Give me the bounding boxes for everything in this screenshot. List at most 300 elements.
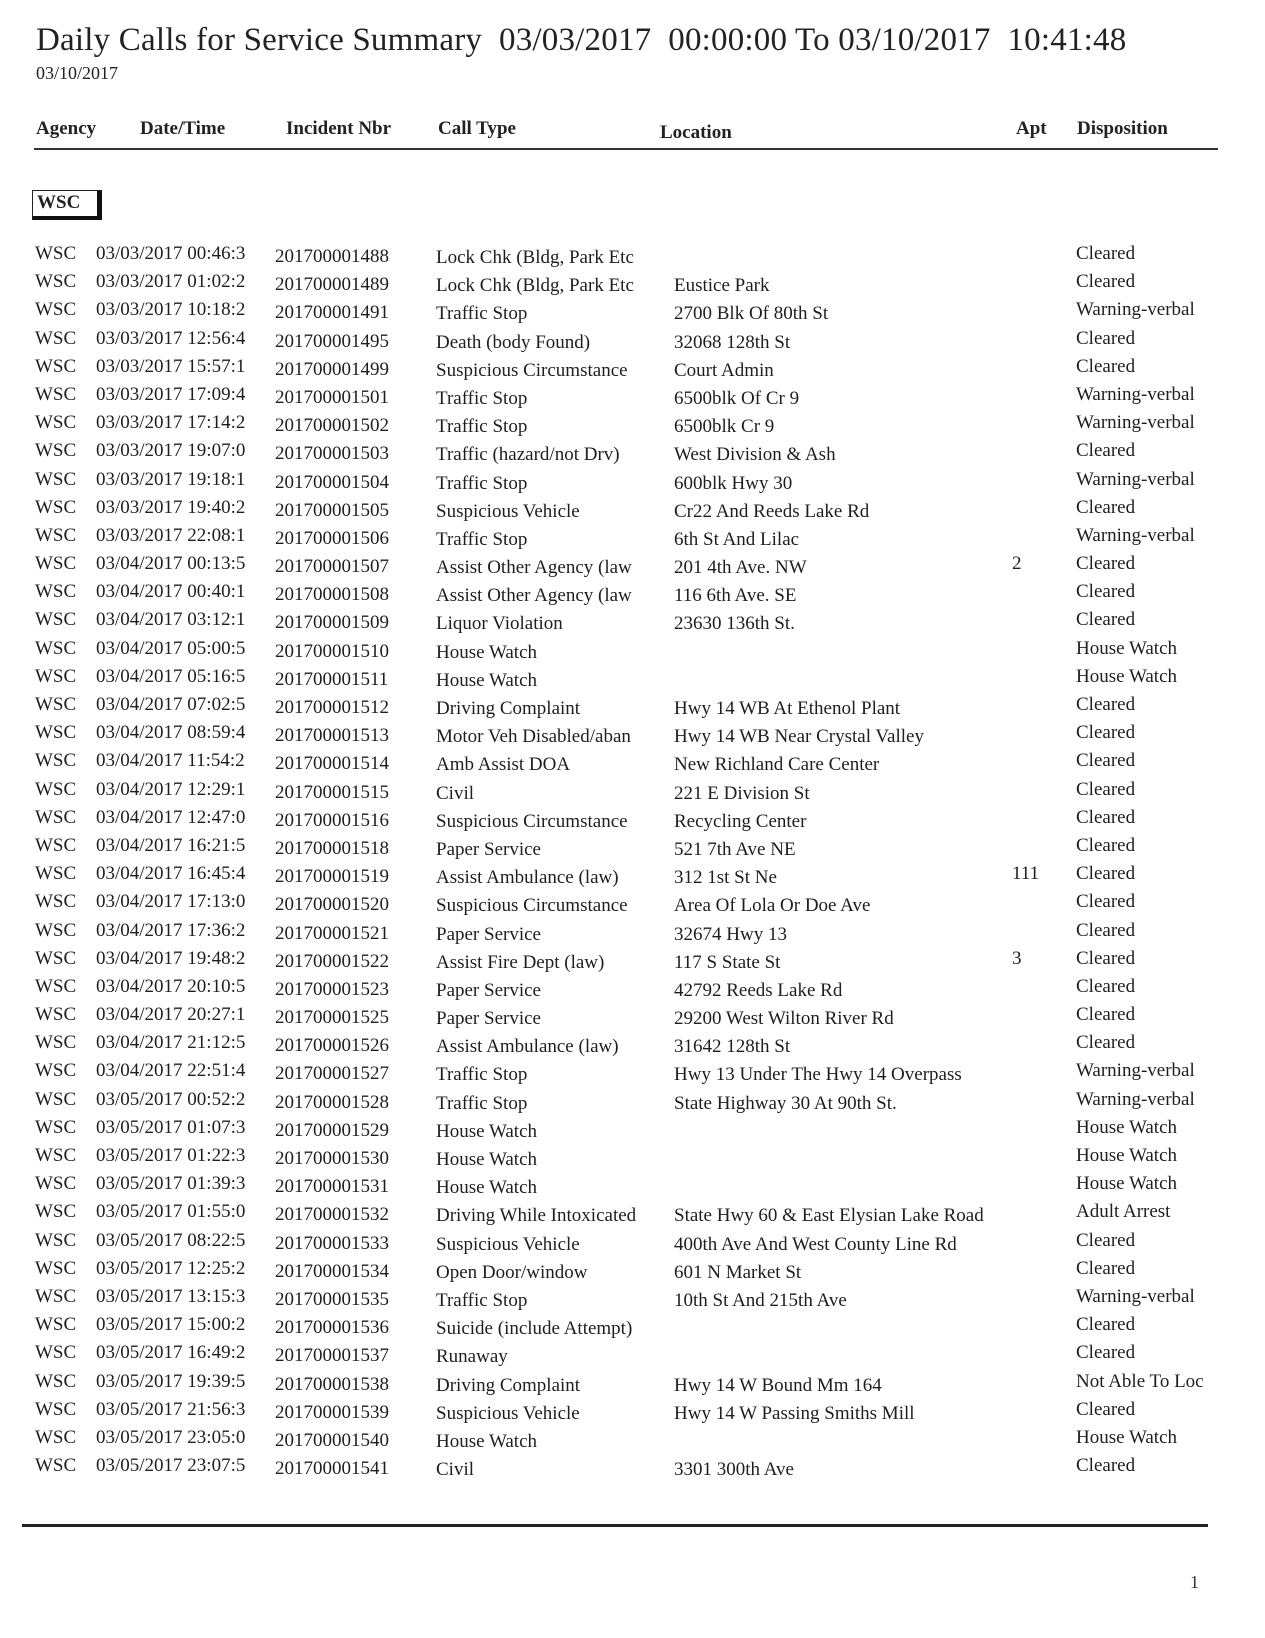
agency-cell: WSC bbox=[35, 1145, 77, 1166]
disposition-cell: Warning-verbal bbox=[1076, 299, 1195, 321]
location-cell: Hwy 14 WB Near Crystal Valley bbox=[674, 726, 924, 748]
datetime-cell: 03/03/2017 15:57:1 bbox=[96, 355, 246, 377]
incident-number-cell: 201700001538 bbox=[275, 1373, 389, 1395]
incident-number-cell: 201700001523 bbox=[275, 978, 389, 1000]
datetime-cell: 03/05/2017 12:25:2 bbox=[96, 1257, 246, 1279]
agency-cell: WSC bbox=[35, 1116, 77, 1138]
disposition-cell: House Watch bbox=[1076, 1426, 1178, 1448]
call-type-cell: Civil bbox=[436, 782, 475, 804]
table-row bbox=[0, 1089, 1265, 1117]
disposition-cell: Cleared bbox=[1076, 1229, 1136, 1251]
datetime-cell: 03/04/2017 20:10:5 bbox=[96, 975, 246, 997]
call-type-cell: Suspicious Circumstance bbox=[436, 359, 628, 381]
incident-number-cell: 201700001511 bbox=[275, 668, 389, 690]
agency-cell: WSC bbox=[35, 1455, 77, 1477]
table-row bbox=[0, 384, 1265, 412]
incident-number-cell: 201700001529 bbox=[275, 1119, 389, 1141]
incident-number-cell: 201700001507 bbox=[275, 556, 389, 578]
agency-cell: WSC bbox=[35, 750, 77, 772]
disposition-cell: Warning-verbal bbox=[1076, 1060, 1195, 1082]
disposition-cell: Cleared bbox=[1076, 1398, 1136, 1420]
table-row bbox=[0, 694, 1265, 722]
call-type-cell: Motor Veh Disabled/aban bbox=[436, 726, 631, 748]
table-row bbox=[0, 553, 1265, 581]
call-type-cell: Runaway bbox=[436, 1346, 508, 1368]
location-cell: 6500blk Of Cr 9 bbox=[674, 387, 800, 409]
disposition-cell: Cleared bbox=[1076, 722, 1136, 744]
table-row bbox=[0, 1032, 1265, 1060]
page-number: 1 bbox=[1190, 1572, 1199, 1592]
location-cell: 521 7th Ave NE bbox=[674, 838, 796, 860]
incident-number-cell: 201700001512 bbox=[275, 697, 389, 718]
datetime-cell: 03/03/2017 22:08:1 bbox=[96, 524, 246, 546]
datetime-cell: 03/04/2017 00:13:5 bbox=[96, 553, 246, 575]
agency-cell: WSC bbox=[35, 1088, 77, 1110]
datetime-cell: 03/05/2017 13:15:3 bbox=[96, 1285, 246, 1307]
incident-number-cell: 201700001506 bbox=[275, 527, 389, 549]
incident-number-cell: 201700001513 bbox=[275, 725, 389, 747]
table-row bbox=[0, 412, 1265, 440]
call-type-cell: Traffic Stop bbox=[436, 528, 528, 550]
agency-cell: WSC bbox=[35, 1004, 77, 1026]
location-cell: 117 S State St bbox=[674, 951, 781, 973]
call-type-cell: House Watch bbox=[436, 1177, 538, 1199]
call-type-cell: Liquor Violation bbox=[436, 613, 563, 635]
call-type-cell: Traffic Stop bbox=[436, 1064, 528, 1086]
disposition-cell: Cleared bbox=[1076, 355, 1136, 377]
call-type-cell: Suspicious Circumstance bbox=[436, 810, 628, 832]
table-row bbox=[0, 1117, 1265, 1145]
incident-number-cell: 201700001527 bbox=[275, 1063, 389, 1085]
location-cell: 6th St And Lilac bbox=[674, 528, 800, 550]
location-cell: Hwy 13 Under The Hwy 14 Overpass bbox=[674, 1064, 962, 1086]
agency-cell: WSC bbox=[35, 694, 77, 715]
location-cell: 23630 136th St. bbox=[674, 613, 795, 635]
incident-number-cell: 201700001505 bbox=[275, 499, 389, 521]
table-row bbox=[0, 1145, 1265, 1173]
location-cell: 31642 128th St bbox=[674, 1036, 791, 1058]
disposition-cell: Cleared bbox=[1076, 496, 1136, 518]
apt-cell: 3 bbox=[1012, 947, 1022, 969]
disposition-cell: Cleared bbox=[1076, 919, 1136, 941]
location-cell: Hwy 14 W Passing Smiths Mill bbox=[674, 1402, 915, 1424]
apt-cell: 2 bbox=[1012, 553, 1022, 575]
footer-rule bbox=[22, 1524, 1208, 1527]
location-cell: Area Of Lola Or Doe Ave bbox=[674, 895, 871, 917]
table-row bbox=[0, 1230, 1265, 1258]
table-row bbox=[0, 581, 1265, 609]
call-type-cell: Traffic Stop bbox=[436, 1289, 528, 1311]
datetime-cell: 03/05/2017 23:05:0 bbox=[96, 1426, 246, 1448]
table-row bbox=[0, 1371, 1265, 1399]
disposition-cell: Adult Arrest bbox=[1076, 1201, 1171, 1223]
call-type-cell: Traffic Stop bbox=[436, 303, 528, 325]
datetime-cell: 03/05/2017 01:22:3 bbox=[96, 1145, 246, 1166]
disposition-cell: Cleared bbox=[1076, 581, 1136, 603]
table-row bbox=[0, 356, 1265, 384]
datetime-cell: 03/04/2017 03:12:1 bbox=[96, 609, 246, 631]
location-cell: State Hwy 60 & East Elysian Lake Road bbox=[674, 1205, 984, 1227]
disposition-cell: Cleared bbox=[1076, 975, 1136, 997]
incident-number-cell: 201700001502 bbox=[275, 415, 389, 437]
incident-number-cell: 201700001495 bbox=[275, 330, 389, 352]
disposition-cell: Cleared bbox=[1076, 1032, 1136, 1054]
datetime-cell: 03/04/2017 16:45:4 bbox=[96, 863, 246, 885]
agency-cell: WSC bbox=[35, 778, 77, 800]
disposition-cell: Cleared bbox=[1076, 1004, 1136, 1026]
datetime-cell: 03/04/2017 00:40:1 bbox=[96, 581, 246, 603]
table-row bbox=[0, 1342, 1265, 1370]
call-type-cell: Suspicious Circumstance bbox=[436, 895, 628, 917]
incident-number-cell: 201700001532 bbox=[275, 1204, 389, 1226]
location-cell: New Richland Care Center bbox=[674, 754, 880, 776]
datetime-cell: 03/03/2017 17:09:4 bbox=[96, 383, 246, 405]
call-type-cell: Paper Service bbox=[436, 838, 541, 860]
disposition-cell: Cleared bbox=[1076, 863, 1136, 885]
disposition-cell: Cleared bbox=[1076, 243, 1136, 264]
agency-cell: WSC bbox=[35, 440, 77, 462]
call-type-cell: Assist Other Agency (law bbox=[436, 585, 632, 607]
incident-number-cell: 201700001530 bbox=[275, 1148, 389, 1169]
datetime-cell: 03/03/2017 12:56:4 bbox=[96, 327, 246, 349]
table-row bbox=[0, 1060, 1265, 1088]
datetime-cell: 03/05/2017 08:22:5 bbox=[96, 1229, 246, 1251]
agency-cell: WSC bbox=[35, 1201, 77, 1223]
header-apt: Apt bbox=[1016, 118, 1047, 139]
location-cell: Hwy 14 WB At Ethenol Plant bbox=[674, 698, 901, 719]
disposition-cell: Cleared bbox=[1076, 271, 1136, 293]
header-location: Location bbox=[660, 122, 732, 143]
disposition-cell: Cleared bbox=[1076, 750, 1136, 772]
agency-cell: WSC bbox=[35, 383, 77, 405]
call-type-cell: Lock Chk (Bldg, Park Etc bbox=[436, 275, 634, 297]
table-row bbox=[0, 271, 1265, 299]
disposition-cell: Cleared bbox=[1076, 440, 1136, 462]
agency-cell: WSC bbox=[35, 496, 77, 518]
disposition-cell: Cleared bbox=[1076, 806, 1136, 828]
call-type-cell: Civil bbox=[436, 1459, 475, 1481]
location-cell: 29200 West Wilton River Rd bbox=[674, 1008, 894, 1030]
agency-cell: WSC bbox=[35, 722, 77, 744]
call-type-cell: Driving While Intoxicated bbox=[436, 1205, 637, 1227]
incident-number-cell: 201700001489 bbox=[275, 274, 389, 296]
datetime-cell: 03/03/2017 00:46:3 bbox=[96, 243, 246, 264]
disposition-cell: Cleared bbox=[1076, 1257, 1136, 1279]
table-row bbox=[0, 469, 1265, 497]
incident-number-cell: 201700001516 bbox=[275, 809, 389, 831]
location-cell: Cr22 And Reeds Lake Rd bbox=[674, 500, 870, 522]
datetime-cell: 03/03/2017 17:14:2 bbox=[96, 412, 246, 434]
location-cell: 600blk Hwy 30 bbox=[674, 472, 793, 494]
incident-number-cell: 201700001503 bbox=[275, 443, 389, 465]
table-row bbox=[0, 920, 1265, 948]
incident-number-cell: 201700001519 bbox=[275, 866, 389, 888]
incident-number-cell: 201700001528 bbox=[275, 1091, 389, 1113]
incident-number-cell: 201700001522 bbox=[275, 950, 389, 972]
incident-number-cell: 201700001504 bbox=[275, 471, 389, 493]
incident-number-cell: 201700001499 bbox=[275, 358, 389, 380]
header-datetime: Date/Time bbox=[140, 118, 226, 139]
datetime-cell: 03/04/2017 19:48:2 bbox=[96, 947, 246, 969]
call-type-cell: Assist Ambulance (law) bbox=[436, 867, 619, 889]
table-row bbox=[0, 609, 1265, 637]
agency-cell: WSC bbox=[35, 806, 77, 828]
incident-number-cell: 201700001541 bbox=[275, 1458, 389, 1480]
call-type-cell: Traffic Stop bbox=[436, 387, 528, 409]
datetime-cell: 03/04/2017 12:47:0 bbox=[96, 806, 246, 828]
agency-cell: WSC bbox=[35, 1032, 77, 1054]
table-row bbox=[0, 779, 1265, 807]
disposition-cell: Warning-verbal bbox=[1076, 412, 1195, 434]
datetime-cell: 03/04/2017 20:27:1 bbox=[96, 1004, 246, 1026]
datetime-cell: 03/04/2017 07:02:5 bbox=[96, 694, 246, 715]
header-disposition: Disposition bbox=[1077, 118, 1168, 139]
call-type-cell: Lock Chk (Bldg, Park Etc bbox=[436, 247, 634, 268]
agency-cell: WSC bbox=[35, 1398, 77, 1420]
call-type-cell: Suicide (include Attempt) bbox=[436, 1318, 633, 1340]
location-cell: 3301 300th Ave bbox=[674, 1459, 794, 1481]
table-row bbox=[0, 722, 1265, 750]
agency-cell: WSC bbox=[35, 524, 77, 546]
call-type-cell: Assist Fire Dept (law) bbox=[436, 951, 605, 973]
datetime-cell: 03/03/2017 19:40:2 bbox=[96, 496, 246, 518]
agency-cell: WSC bbox=[35, 1370, 77, 1392]
datetime-cell: 03/04/2017 08:59:4 bbox=[96, 722, 246, 744]
agency-cell: WSC bbox=[35, 834, 77, 856]
call-type-cell: Suspicious Vehicle bbox=[436, 1402, 580, 1424]
location-cell: 32674 Hwy 13 bbox=[674, 923, 787, 945]
agency-cell: WSC bbox=[35, 609, 77, 631]
table-row bbox=[0, 1314, 1265, 1342]
call-list bbox=[0, 243, 1265, 1483]
disposition-cell: House Watch bbox=[1076, 665, 1178, 687]
incident-number-cell: 201700001501 bbox=[275, 386, 389, 408]
datetime-cell: 03/04/2017 17:36:2 bbox=[96, 919, 246, 941]
header-agency: Agency bbox=[36, 118, 97, 139]
location-cell: Court Admin bbox=[674, 359, 774, 381]
location-cell: 400th Ave And West County Line Rd bbox=[674, 1233, 957, 1255]
agency-cell: WSC bbox=[35, 975, 77, 997]
call-type-cell: Assist Ambulance (law) bbox=[436, 1036, 619, 1058]
datetime-cell: 03/04/2017 05:00:5 bbox=[96, 637, 246, 659]
disposition-cell: Cleared bbox=[1076, 1342, 1136, 1364]
datetime-cell: 03/03/2017 19:18:1 bbox=[96, 468, 246, 490]
agency-cell: WSC bbox=[35, 468, 77, 490]
datetime-cell: 03/05/2017 19:39:5 bbox=[96, 1370, 246, 1392]
location-cell: State Highway 30 At 90th St. bbox=[674, 1092, 897, 1114]
table-row bbox=[0, 243, 1265, 271]
location-cell: 312 1st St Ne bbox=[674, 867, 777, 889]
header-call-type: Call Type bbox=[438, 118, 516, 139]
call-type-cell: Amb Assist DOA bbox=[436, 754, 571, 776]
table-row bbox=[0, 835, 1265, 863]
agency-cell: WSC bbox=[35, 553, 77, 575]
location-cell: Recycling Center bbox=[674, 810, 807, 832]
table-row bbox=[0, 976, 1265, 1004]
disposition-cell: Cleared bbox=[1076, 1455, 1136, 1477]
agency-cell: WSC bbox=[35, 1060, 77, 1082]
disposition-cell: Cleared bbox=[1076, 1314, 1136, 1336]
location-cell: Eustice Park bbox=[674, 275, 770, 297]
call-type-cell: Traffic Stop bbox=[436, 1092, 528, 1114]
table-row bbox=[0, 1258, 1265, 1286]
table-row bbox=[0, 1427, 1265, 1455]
location-cell: Hwy 14 W Bound Mm 164 bbox=[674, 1374, 882, 1396]
table-row bbox=[0, 299, 1265, 327]
call-type-cell: Suspicious Vehicle bbox=[436, 1233, 580, 1255]
call-type-cell: House Watch bbox=[436, 1149, 538, 1170]
table-row bbox=[0, 525, 1265, 553]
table-row bbox=[0, 1399, 1265, 1427]
call-type-cell: Paper Service bbox=[436, 979, 541, 1001]
incident-number-cell: 201700001540 bbox=[275, 1429, 389, 1451]
disposition-cell: House Watch bbox=[1076, 1116, 1178, 1138]
agency-cell: WSC bbox=[35, 1314, 77, 1336]
agency-cell: WSC bbox=[35, 581, 77, 603]
disposition-cell: Cleared bbox=[1076, 694, 1136, 715]
agency-cell: WSC bbox=[35, 863, 77, 885]
call-type-cell: Paper Service bbox=[436, 923, 541, 945]
incident-number-cell: 201700001515 bbox=[275, 781, 389, 803]
call-type-cell: House Watch bbox=[436, 1120, 538, 1142]
incident-number-cell: 201700001535 bbox=[275, 1288, 389, 1310]
incident-number-cell: 201700001514 bbox=[275, 753, 389, 775]
disposition-cell: Warning-verbal bbox=[1076, 1285, 1195, 1307]
datetime-cell: 03/04/2017 11:54:2 bbox=[96, 750, 245, 772]
datetime-cell: 03/05/2017 01:39:3 bbox=[96, 1173, 246, 1195]
datetime-cell: 03/03/2017 19:07:0 bbox=[96, 440, 246, 462]
table-row bbox=[0, 1004, 1265, 1032]
location-cell: 221 E Division St bbox=[674, 782, 810, 804]
agency-cell: WSC bbox=[35, 1426, 77, 1448]
table-row bbox=[0, 807, 1265, 835]
incident-number-cell: 201700001518 bbox=[275, 837, 389, 859]
datetime-cell: 03/03/2017 10:18:2 bbox=[96, 299, 246, 321]
incident-number-cell: 201700001536 bbox=[275, 1317, 389, 1339]
agency-cell: WSC bbox=[35, 919, 77, 941]
incident-number-cell: 201700001521 bbox=[275, 922, 389, 944]
disposition-cell: House Watch bbox=[1076, 1145, 1178, 1166]
incident-number-cell: 201700001537 bbox=[275, 1345, 389, 1367]
datetime-cell: 03/05/2017 23:07:5 bbox=[96, 1455, 246, 1477]
incident-number-cell: 201700001525 bbox=[275, 1007, 389, 1029]
agency-cell: WSC bbox=[35, 637, 77, 659]
disposition-cell: Cleared bbox=[1076, 947, 1136, 969]
agency-cell: WSC bbox=[35, 1342, 77, 1364]
datetime-cell: 03/05/2017 16:49:2 bbox=[96, 1342, 246, 1364]
agency-cell: WSC bbox=[35, 299, 77, 321]
table-row bbox=[0, 1173, 1265, 1201]
location-cell: 6500blk Cr 9 bbox=[674, 416, 775, 438]
table-row bbox=[0, 750, 1265, 778]
table-row bbox=[0, 497, 1265, 525]
datetime-cell: 03/05/2017 21:56:3 bbox=[96, 1398, 246, 1420]
incident-number-cell: 201700001531 bbox=[275, 1176, 389, 1198]
location-cell: 201 4th Ave. NW bbox=[674, 557, 807, 579]
incident-number-cell: 201700001526 bbox=[275, 1035, 389, 1057]
table-row bbox=[0, 863, 1265, 891]
incident-number-cell: 201700001508 bbox=[275, 584, 389, 606]
table-row bbox=[0, 440, 1265, 468]
location-cell: 32068 128th St bbox=[674, 331, 791, 353]
datetime-cell: 03/04/2017 22:51:4 bbox=[96, 1060, 246, 1082]
datetime-cell: 03/05/2017 01:07:3 bbox=[96, 1116, 246, 1138]
agency-cell: WSC bbox=[35, 1285, 77, 1307]
incident-number-cell: 201700001509 bbox=[275, 612, 389, 634]
datetime-cell: 03/04/2017 17:13:0 bbox=[96, 891, 246, 913]
location-cell: 10th St And 215th Ave bbox=[674, 1289, 847, 1311]
call-type-cell: Driving Complaint bbox=[436, 698, 581, 719]
call-type-cell: Traffic (hazard/not Drv) bbox=[436, 444, 620, 466]
agency-cell: WSC bbox=[35, 412, 77, 434]
header-incident: Incident Nbr bbox=[286, 118, 392, 139]
agency-cell: WSC bbox=[35, 891, 77, 913]
location-cell: 601 N Market St bbox=[674, 1261, 802, 1283]
agency-cell: WSC bbox=[35, 947, 77, 969]
disposition-cell: Cleared bbox=[1076, 609, 1136, 631]
incident-number-cell: 201700001488 bbox=[275, 246, 389, 267]
disposition-cell: Cleared bbox=[1076, 778, 1136, 800]
location-cell: West Division & Ash bbox=[674, 444, 836, 466]
table-row bbox=[0, 666, 1265, 694]
agency-cell: WSC bbox=[35, 243, 77, 264]
datetime-cell: 03/03/2017 01:02:2 bbox=[96, 271, 246, 293]
group-label: WSC bbox=[32, 190, 102, 220]
table-row bbox=[0, 891, 1265, 919]
location-cell: 2700 Blk Of 80th St bbox=[674, 303, 829, 325]
incident-number-cell: 201700001539 bbox=[275, 1401, 389, 1423]
disposition-cell: Warning-verbal bbox=[1076, 383, 1195, 405]
datetime-cell: 03/04/2017 16:21:5 bbox=[96, 834, 246, 856]
call-type-cell: House Watch bbox=[436, 641, 538, 663]
location-cell: 42792 Reeds Lake Rd bbox=[674, 979, 843, 1001]
call-type-cell: House Watch bbox=[436, 1430, 538, 1452]
call-type-cell: Traffic Stop bbox=[436, 416, 528, 438]
disposition-cell: Warning-verbal bbox=[1076, 524, 1195, 546]
datetime-cell: 03/05/2017 15:00:2 bbox=[96, 1314, 246, 1336]
disposition-cell: Warning-verbal bbox=[1076, 468, 1195, 490]
table-row bbox=[0, 948, 1265, 976]
table-row bbox=[0, 1286, 1265, 1314]
agency-cell: WSC bbox=[35, 327, 77, 349]
apt-cell: 111 bbox=[1012, 863, 1040, 885]
disposition-cell: Cleared bbox=[1076, 553, 1136, 575]
agency-cell: WSC bbox=[35, 1173, 77, 1195]
disposition-cell: House Watch bbox=[1076, 637, 1178, 659]
location-cell: 116 6th Ave. SE bbox=[674, 585, 797, 607]
call-type-cell: Death (body Found) bbox=[436, 331, 591, 353]
disposition-cell: Warning-verbal bbox=[1076, 1088, 1195, 1110]
datetime-cell: 03/04/2017 05:16:5 bbox=[96, 665, 246, 687]
agency-cell: WSC bbox=[35, 271, 77, 293]
call-type-cell: Suspicious Vehicle bbox=[436, 500, 580, 522]
agency-cell: WSC bbox=[35, 1257, 77, 1279]
call-type-cell: Assist Other Agency (law bbox=[436, 557, 632, 579]
table-row bbox=[0, 328, 1265, 356]
agency-cell: WSC bbox=[35, 355, 77, 377]
table-row bbox=[0, 1455, 1265, 1483]
incident-number-cell: 201700001533 bbox=[275, 1232, 389, 1254]
datetime-cell: 03/04/2017 12:29:1 bbox=[96, 778, 246, 800]
incident-number-cell: 201700001520 bbox=[275, 894, 389, 916]
table-row bbox=[0, 1201, 1265, 1229]
datetime-cell: 03/04/2017 21:12:5 bbox=[96, 1032, 246, 1054]
call-type-cell: Traffic Stop bbox=[436, 472, 528, 494]
call-type-cell: Open Door/window bbox=[436, 1261, 588, 1283]
table-row bbox=[0, 638, 1265, 666]
datetime-cell: 03/05/2017 00:52:2 bbox=[96, 1088, 246, 1110]
disposition-cell: Cleared bbox=[1076, 834, 1136, 856]
